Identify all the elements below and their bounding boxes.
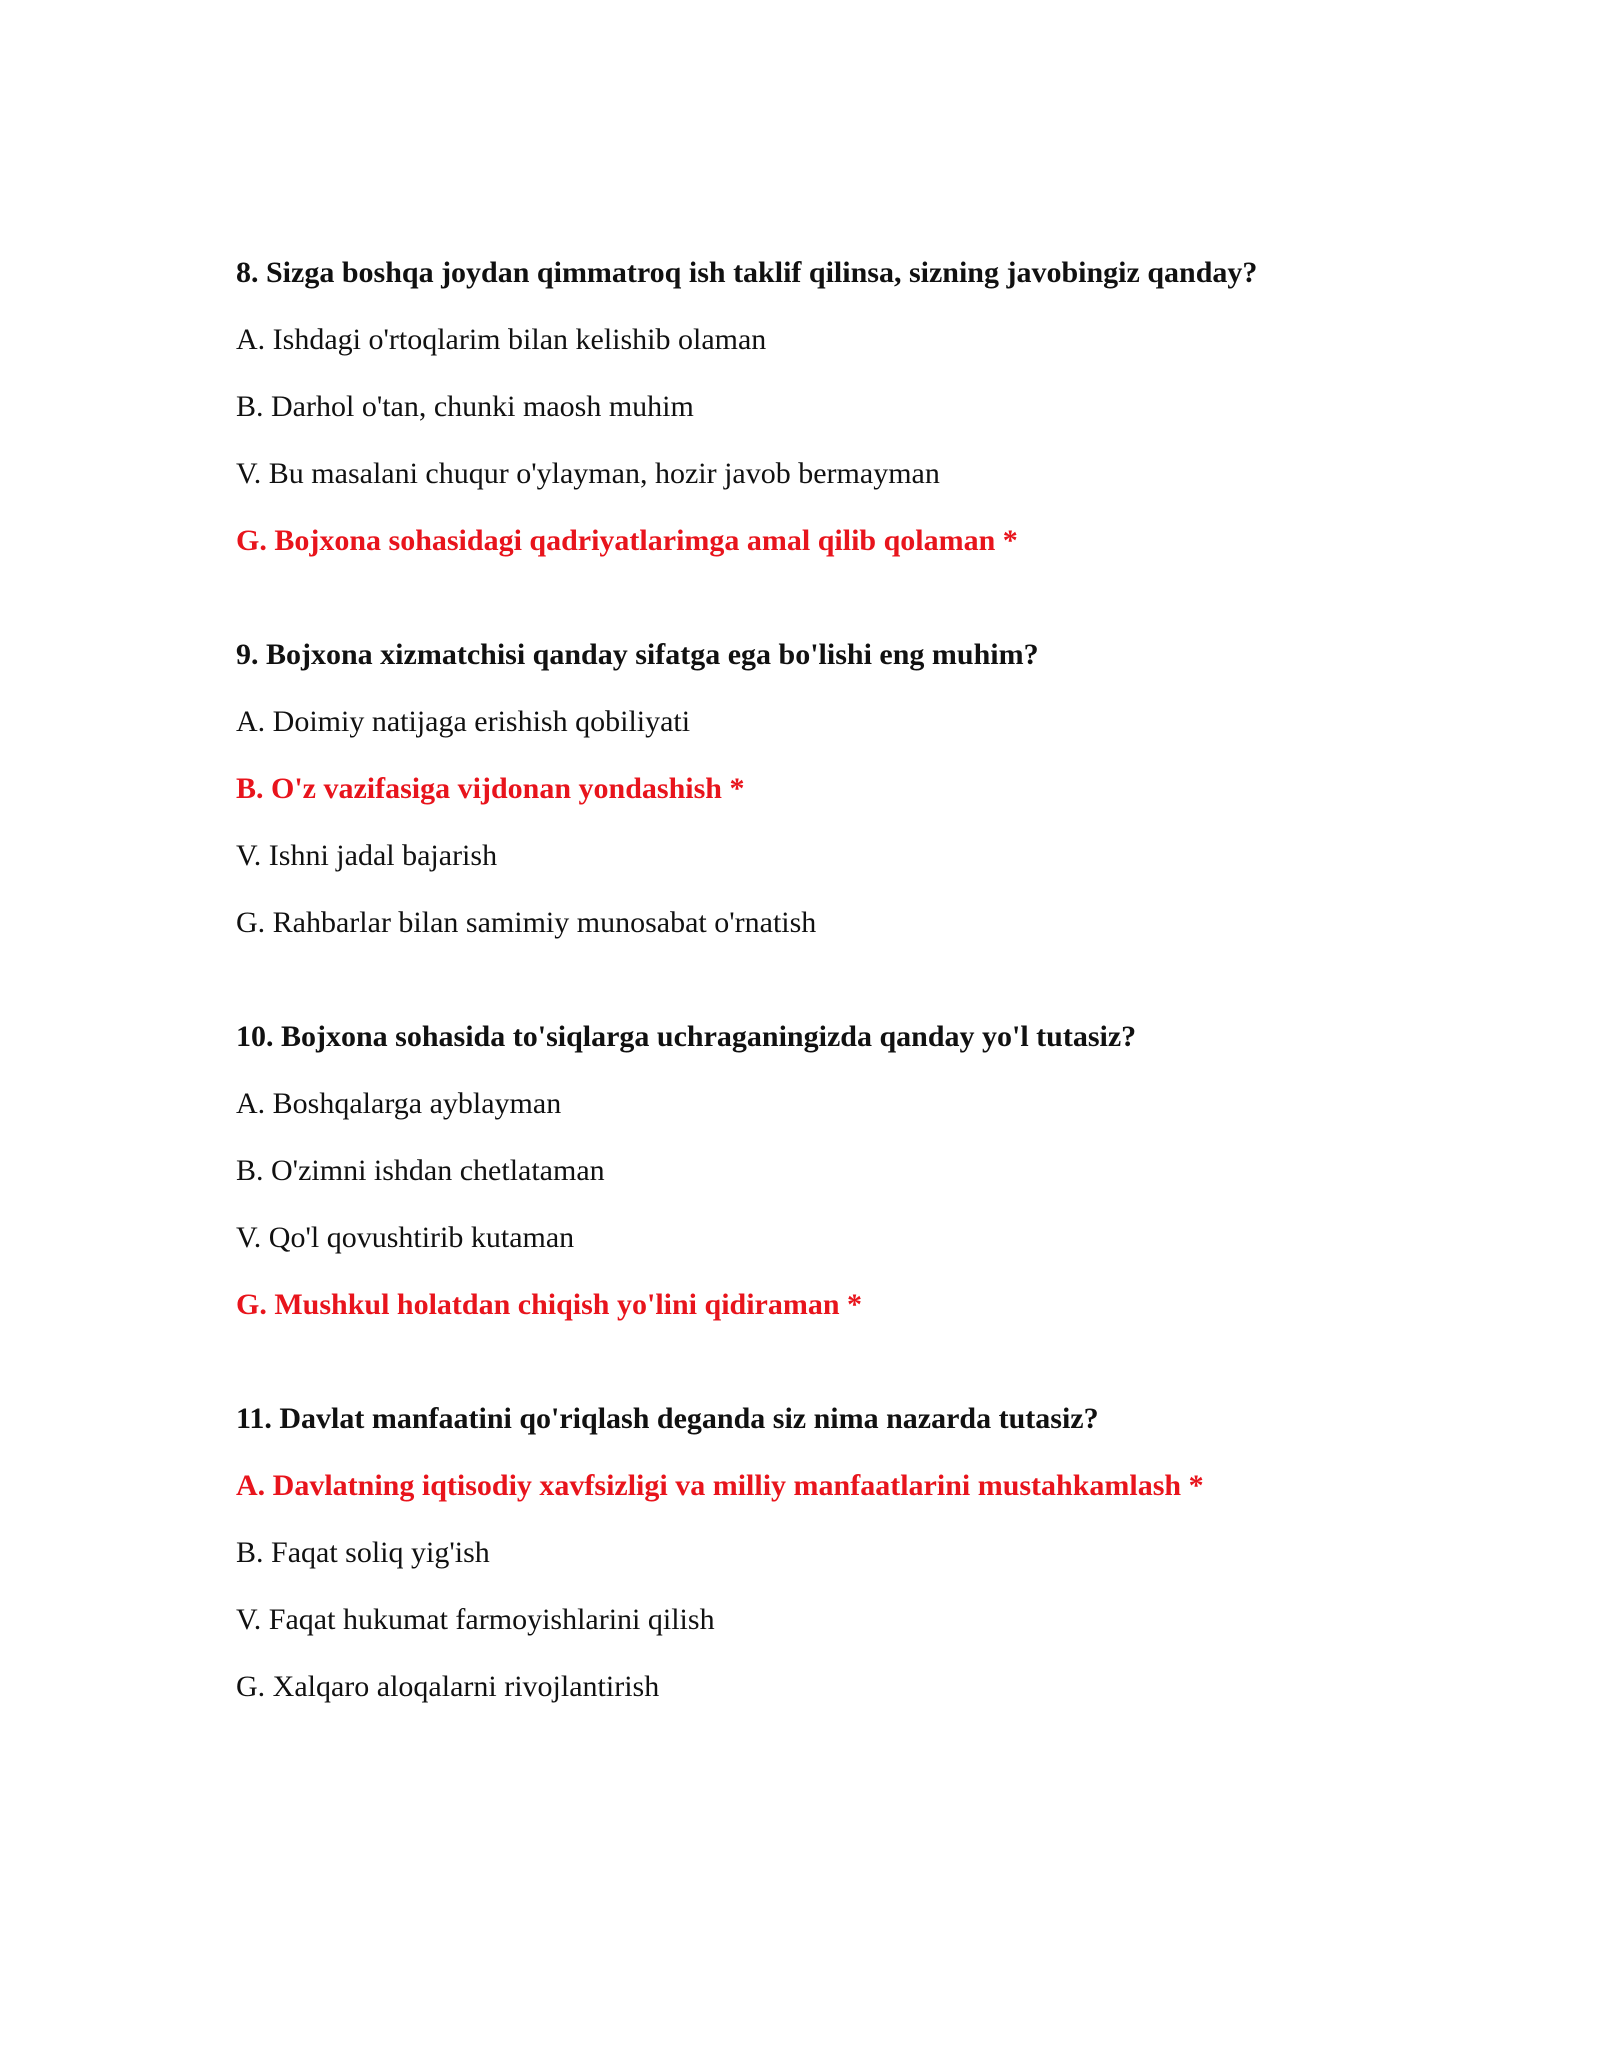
answer-option: G. Xalqaro aloqalarni rivojlantirish [236, 1670, 660, 1703]
answer-option: B. Faqat soliq yig'ish [236, 1536, 490, 1569]
correct-answer-option: A. Davlatning iqtisodiy xavfsizligi va milliy manfaatlarini mustahkamlash * [236, 1469, 1204, 1502]
correct-answer-option: G. Mushkul holatdan chiqish yo'lini qidiraman * [236, 1288, 863, 1321]
answer-option: B. Darhol o'tan, chunki maosh muhim [236, 390, 694, 423]
question-block [236, 1399, 1436, 1707]
answer-option: A. Doimiy natijaga erishish qobiliyati [236, 705, 691, 738]
answer-option: V. Ishni jadal bajarish [236, 839, 498, 872]
question-title: 10. Bojxona sohasida to'siqlarga uchraganingizda qanday yo'l tutasiz? [236, 1020, 1137, 1053]
quiz-content [236, 253, 1436, 1781]
answer-option: A. Ishdagi o'rtoqlarim bilan kelishib olaman [236, 323, 767, 356]
answer-option: V. Qo'l qovushtirib kutaman [236, 1221, 575, 1254]
answer-option: G. Rahbarlar bilan samimiy munosabat o'rnatish [236, 906, 817, 939]
answer-option: B. O'zimni ishdan chetlataman [236, 1154, 605, 1187]
question-title: 8. Sizga boshqa joydan qimmatroq ish taklif qilinsa, sizning javobingiz qanday? [236, 256, 1258, 289]
answer-option: A. Boshqalarga ayblayman [236, 1087, 562, 1120]
answer-option: V. Faqat hukumat farmoyishlarini qilish [236, 1603, 715, 1636]
correct-answer-option: G. Bojxona sohasidagi qadriyatlarimga amal qilib qolaman * [236, 524, 1018, 557]
question-block [236, 1017, 1436, 1325]
question-block [236, 253, 1436, 561]
question-title: 11. Davlat manfaatini qo'riqlash deganda siz nima nazarda tutasiz? [236, 1402, 1099, 1435]
question-title: 9. Bojxona xizmatchisi qanday sifatga ega bo'lishi eng muhim? [236, 638, 1039, 671]
correct-answer-option: B. O'z vazifasiga vijdonan yondashish * [236, 772, 745, 805]
answer-option: V. Bu masalani chuqur o'ylayman, hozir javob bermayman [236, 457, 940, 490]
question-block [236, 635, 1436, 943]
